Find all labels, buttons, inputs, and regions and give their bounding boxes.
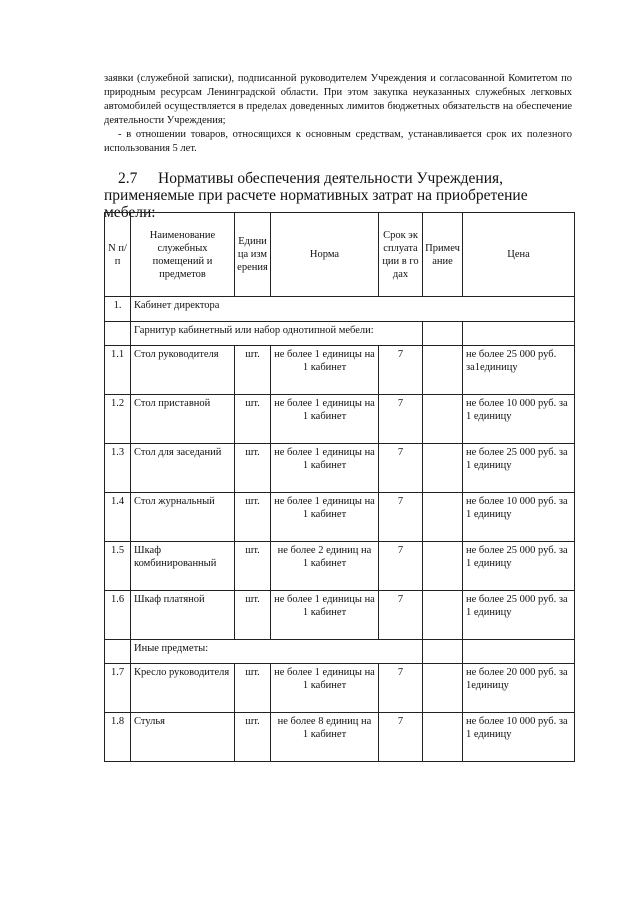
item-unit: шт. — [235, 493, 271, 542]
header-life: Срок эксплуатации в годах — [379, 213, 423, 297]
subheader-empty-cell — [423, 322, 463, 346]
section-row-num: 1. — [105, 297, 131, 322]
header-unit: Единица измерения — [235, 213, 271, 297]
subheader-1: Гарнитур кабинетный или набор однотипной мебели: — [131, 322, 423, 346]
section-number: 2.7 — [118, 170, 138, 187]
subheader-2: Иные предметы: — [131, 640, 423, 664]
furniture-norms-table — [104, 212, 575, 762]
item-unit: шт. — [235, 395, 271, 444]
item-norm: не более 1 единицы на 1 кабинет — [271, 444, 379, 493]
item-name: Шкаф платяной — [131, 591, 235, 640]
item-norm: не более 1 единицы на 1 кабинет — [271, 346, 379, 395]
subheader-empty-cell — [463, 640, 575, 664]
item-unit: шт. — [235, 591, 271, 640]
item-price: не более 10 000 руб. за 1 единицу — [463, 395, 575, 444]
item-note — [423, 664, 463, 713]
table-row — [105, 542, 575, 591]
item-name: Стулья — [131, 713, 235, 762]
item-service-life: 7 — [379, 542, 423, 591]
item-norm: не более 8 единиц на 1 кабинет — [271, 713, 379, 762]
table-row — [105, 395, 575, 444]
item-price: не более 25 000 руб. за 1 единицу — [463, 591, 575, 640]
header-num: N п/п — [105, 213, 131, 297]
table-row — [105, 444, 575, 493]
item-note — [423, 395, 463, 444]
subheader-empty-cell — [105, 640, 131, 664]
item-norm: не более 1 единицы на 1 кабинет — [271, 664, 379, 713]
table-row — [105, 591, 575, 640]
header-note: Примечание — [423, 213, 463, 297]
item-name: Стол руководителя — [131, 346, 235, 395]
item-norm: не более 1 единицы на 1 кабинет — [271, 493, 379, 542]
item-service-life: 7 — [379, 664, 423, 713]
intro-paragraph-1: заявки (служебной записки), подписанной руководителем Учреждения и согласованной Комитетом по природным ресурсам Ленинградской области. При этом закупка неуказанных служебных легковых автомобилей осуществляется в пределах доведенных лимитов бюджетных обязательств на обеспечение деятельности Учреждения; — [104, 73, 572, 126]
intro-text — [104, 72, 572, 156]
item-note — [423, 444, 463, 493]
item-unit: шт. — [235, 444, 271, 493]
header-name: Наименование служебных помещений и предметов — [131, 213, 235, 297]
item-service-life: 7 — [379, 395, 423, 444]
item-note — [423, 713, 463, 762]
item-unit: шт. — [235, 542, 271, 591]
item-name: Кресло руководителя — [131, 664, 235, 713]
item-price: не более 10 000 руб. за 1 единицу — [463, 493, 575, 542]
table-row-subheader — [105, 322, 575, 346]
header-norm: Норма — [271, 213, 379, 297]
item-unit: шт. — [235, 346, 271, 395]
subheader-empty-cell — [423, 640, 463, 664]
item-number: 1.5 — [105, 542, 131, 591]
table-row — [105, 346, 575, 395]
intro-paragraph-2: - в отношении товаров, относящихся к основным средствам, устанавливается срок их полезного использования 5 лет. — [104, 129, 572, 154]
item-service-life: 7 — [379, 713, 423, 762]
item-number: 1.2 — [105, 395, 131, 444]
item-service-life: 7 — [379, 591, 423, 640]
table-row-section — [105, 297, 575, 322]
item-number: 1.4 — [105, 493, 131, 542]
item-number: 1.8 — [105, 713, 131, 762]
section-row-name: Кабинет директора — [131, 297, 575, 322]
item-price: не более 25 000 руб. за 1 единицу — [463, 542, 575, 591]
item-number: 1.6 — [105, 591, 131, 640]
item-note — [423, 346, 463, 395]
item-price: не более 20 000 руб. за 1единицу — [463, 664, 575, 713]
item-note — [423, 493, 463, 542]
item-norm: не более 1 единицы на 1 кабинет — [271, 591, 379, 640]
item-service-life: 7 — [379, 346, 423, 395]
header-price: Цена — [463, 213, 575, 297]
item-note — [423, 542, 463, 591]
table-header-row — [105, 213, 575, 297]
item-price: не более 10 000 руб. за 1 единицу — [463, 713, 575, 762]
item-unit: шт. — [235, 713, 271, 762]
item-service-life: 7 — [379, 444, 423, 493]
item-price: не более 25 000 руб. за1единицу — [463, 346, 575, 395]
item-unit: шт. — [235, 664, 271, 713]
item-name: Стол журнальный — [131, 493, 235, 542]
item-name: Стол для заседаний — [131, 444, 235, 493]
item-number: 1.1 — [105, 346, 131, 395]
subheader-empty-cell — [105, 322, 131, 346]
item-number: 1.3 — [105, 444, 131, 493]
table-row — [105, 664, 575, 713]
subheader-empty-cell — [463, 322, 575, 346]
section-title: Нормативы обеспечения деятельности Учреждения, применяемые при расчете нормативных затрат на приобретение мебели: — [104, 170, 528, 221]
item-service-life: 7 — [379, 493, 423, 542]
table-row — [105, 493, 575, 542]
item-name: Шкаф комбинированный — [131, 542, 235, 591]
item-norm: не более 1 единицы на 1 кабинет — [271, 395, 379, 444]
item-price: не более 25 000 руб. за 1 единицу — [463, 444, 575, 493]
table-row-subheader — [105, 640, 575, 664]
item-norm: не более 2 единиц на 1 кабинет — [271, 542, 379, 591]
item-note — [423, 591, 463, 640]
item-name: Стол приставной — [131, 395, 235, 444]
table-row — [105, 713, 575, 762]
item-number: 1.7 — [105, 664, 131, 713]
table-body — [105, 297, 575, 762]
